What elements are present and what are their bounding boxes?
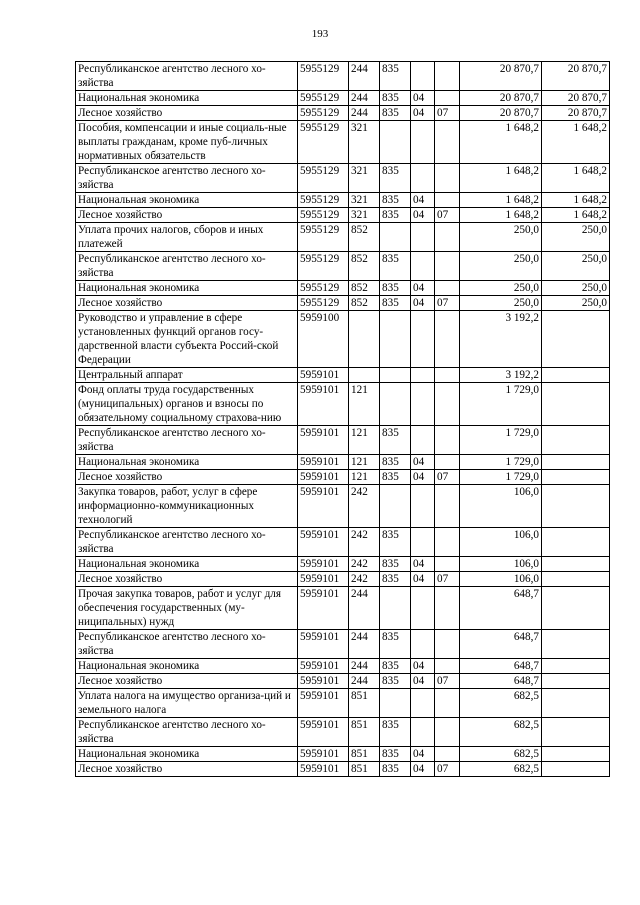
row-name-cell: Лесное хозяйство: [76, 106, 298, 121]
amount-1-cell: 682,5: [460, 718, 542, 747]
subsection-cell: [435, 121, 460, 164]
target-article-cell: 5955129: [298, 193, 349, 208]
expense-type-cell: 321: [349, 208, 380, 223]
section-cell: [411, 426, 435, 455]
department-cell: 835: [380, 659, 411, 674]
section-cell: [411, 311, 435, 368]
table-row: [76, 587, 610, 630]
amount-2-cell: [542, 747, 610, 762]
amount-2-cell: 1 648,2: [542, 164, 610, 193]
subsection-cell: 07: [435, 296, 460, 311]
row-name-cell: Фонд оплаты труда государственных (муниципальных) органов и взносы по обязательному социальному страхова-нию: [76, 383, 298, 426]
subsection-cell: [435, 485, 460, 528]
expense-type-cell: 244: [349, 674, 380, 689]
target-article-cell: 5955129: [298, 281, 349, 296]
amount-1-cell: 1 648,2: [460, 193, 542, 208]
expense-type-cell: 851: [349, 689, 380, 718]
table-row: [76, 311, 610, 368]
department-cell: [380, 485, 411, 528]
amount-1-cell: 106,0: [460, 528, 542, 557]
department-cell: 835: [380, 630, 411, 659]
amount-2-cell: [542, 674, 610, 689]
department-cell: [380, 689, 411, 718]
expense-type-cell: 121: [349, 426, 380, 455]
table-row: [76, 281, 610, 296]
table-row: [76, 368, 610, 383]
row-name-cell: Национальная экономика: [76, 455, 298, 470]
department-cell: [380, 368, 411, 383]
amount-2-cell: [542, 383, 610, 426]
section-cell: 04: [411, 747, 435, 762]
amount-2-cell: [542, 311, 610, 368]
subsection-cell: 07: [435, 208, 460, 223]
amount-1-cell: 3 192,2: [460, 311, 542, 368]
section-cell: 04: [411, 296, 435, 311]
subsection-cell: [435, 91, 460, 106]
amount-2-cell: [542, 659, 610, 674]
department-cell: 835: [380, 572, 411, 587]
table-row: [76, 572, 610, 587]
table-row: [76, 383, 610, 426]
row-name-cell: Республиканское агентство лесного хо-зяйства: [76, 426, 298, 455]
department-cell: 835: [380, 252, 411, 281]
row-name-cell: Национальная экономика: [76, 747, 298, 762]
amount-2-cell: [542, 557, 610, 572]
subsection-cell: [435, 426, 460, 455]
row-name-cell: Республиканское агентство лесного хо-зяйства: [76, 252, 298, 281]
target-article-cell: 5959101: [298, 572, 349, 587]
amount-2-cell: [542, 718, 610, 747]
section-cell: [411, 223, 435, 252]
department-cell: [380, 121, 411, 164]
amount-1-cell: 3 192,2: [460, 368, 542, 383]
section-cell: 04: [411, 193, 435, 208]
target-article-cell: 5959101: [298, 747, 349, 762]
subsection-cell: [435, 630, 460, 659]
table-row: [76, 296, 610, 311]
subsection-cell: [435, 193, 460, 208]
row-name-cell: Национальная экономика: [76, 557, 298, 572]
amount-2-cell: 1 648,2: [542, 193, 610, 208]
table-row: [76, 208, 610, 223]
department-cell: 835: [380, 747, 411, 762]
row-name-cell: Лесное хозяйство: [76, 470, 298, 485]
subsection-cell: [435, 659, 460, 674]
target-article-cell: 5959101: [298, 368, 349, 383]
section-cell: 04: [411, 572, 435, 587]
subsection-cell: [435, 528, 460, 557]
section-cell: 04: [411, 557, 435, 572]
subsection-cell: 07: [435, 106, 460, 121]
expense-type-cell: 851: [349, 762, 380, 777]
amount-1-cell: 682,5: [460, 762, 542, 777]
row-name-cell: Национальная экономика: [76, 91, 298, 106]
expense-type-cell: 121: [349, 455, 380, 470]
amount-1-cell: 250,0: [460, 252, 542, 281]
department-cell: 835: [380, 193, 411, 208]
table-row: [76, 528, 610, 557]
amount-2-cell: 20 870,7: [542, 91, 610, 106]
row-name-cell: Республиканское агентство лесного хо-зяйства: [76, 164, 298, 193]
amount-2-cell: 250,0: [542, 281, 610, 296]
section-cell: [411, 383, 435, 426]
amount-1-cell: 1 648,2: [460, 121, 542, 164]
amount-2-cell: [542, 368, 610, 383]
row-name-cell: Уплата прочих налогов, сборов и иных платежей: [76, 223, 298, 252]
amount-1-cell: 250,0: [460, 296, 542, 311]
row-name-cell: Лесное хозяйство: [76, 762, 298, 777]
expense-type-cell: 244: [349, 91, 380, 106]
budget-table-body: [76, 62, 610, 777]
section-cell: [411, 718, 435, 747]
section-cell: 04: [411, 208, 435, 223]
amount-2-cell: [542, 572, 610, 587]
amount-1-cell: 682,5: [460, 747, 542, 762]
expense-type-cell: 244: [349, 106, 380, 121]
row-name-cell: Руководство и управление в сфере установленных функций органов госу-дарственной власти субъекта Россий-ской Федерации: [76, 311, 298, 368]
department-cell: 835: [380, 296, 411, 311]
expense-type-cell: 244: [349, 659, 380, 674]
expense-type-cell: 851: [349, 718, 380, 747]
page-number: 193: [311, 28, 329, 40]
table-row: [76, 106, 610, 121]
expense-type-cell: [349, 311, 380, 368]
section-cell: [411, 62, 435, 91]
amount-1-cell: 1 729,0: [460, 470, 542, 485]
row-name-cell: Лесное хозяйство: [76, 296, 298, 311]
amount-1-cell: 648,7: [460, 630, 542, 659]
department-cell: 835: [380, 557, 411, 572]
table-row: [76, 62, 610, 91]
target-article-cell: 5955129: [298, 121, 349, 164]
target-article-cell: 5959101: [298, 630, 349, 659]
amount-2-cell: 250,0: [542, 223, 610, 252]
amount-2-cell: [542, 689, 610, 718]
expense-type-cell: 121: [349, 470, 380, 485]
amount-2-cell: [542, 470, 610, 485]
section-cell: [411, 689, 435, 718]
section-cell: 04: [411, 281, 435, 296]
expense-type-cell: 321: [349, 121, 380, 164]
table-row: [76, 252, 610, 281]
section-cell: 04: [411, 455, 435, 470]
table-row: [76, 455, 610, 470]
amount-1-cell: 648,7: [460, 674, 542, 689]
target-article-cell: 5955129: [298, 164, 349, 193]
section-cell: 04: [411, 674, 435, 689]
section-cell: [411, 121, 435, 164]
expense-type-cell: 244: [349, 62, 380, 91]
section-cell: [411, 164, 435, 193]
target-article-cell: 5959100: [298, 311, 349, 368]
target-article-cell: 5959101: [298, 587, 349, 630]
expense-type-cell: 244: [349, 630, 380, 659]
amount-1-cell: 106,0: [460, 485, 542, 528]
subsection-cell: [435, 311, 460, 368]
subsection-cell: [435, 718, 460, 747]
section-cell: 04: [411, 470, 435, 485]
row-name-cell: Национальная экономика: [76, 281, 298, 296]
amount-1-cell: 250,0: [460, 223, 542, 252]
section-cell: [411, 587, 435, 630]
expense-type-cell: 242: [349, 485, 380, 528]
amount-1-cell: 20 870,7: [460, 106, 542, 121]
table-row: [76, 674, 610, 689]
department-cell: 835: [380, 762, 411, 777]
section-cell: [411, 252, 435, 281]
row-name-cell: Лесное хозяйство: [76, 208, 298, 223]
subsection-cell: 07: [435, 674, 460, 689]
amount-1-cell: 20 870,7: [460, 91, 542, 106]
subsection-cell: [435, 62, 460, 91]
target-article-cell: 5959101: [298, 485, 349, 528]
expense-type-cell: 852: [349, 252, 380, 281]
department-cell: 835: [380, 528, 411, 557]
expense-type-cell: 242: [349, 572, 380, 587]
subsection-cell: [435, 557, 460, 572]
amount-1-cell: 1 648,2: [460, 164, 542, 193]
expense-type-cell: 852: [349, 223, 380, 252]
amount-1-cell: 1 729,0: [460, 455, 542, 470]
department-cell: 835: [380, 91, 411, 106]
amount-1-cell: 106,0: [460, 557, 542, 572]
section-cell: 04: [411, 106, 435, 121]
subsection-cell: [435, 252, 460, 281]
department-cell: [380, 383, 411, 426]
amount-1-cell: 1 729,0: [460, 383, 542, 426]
expense-type-cell: [349, 368, 380, 383]
table-row: [76, 426, 610, 455]
subsection-cell: [435, 747, 460, 762]
department-cell: [380, 587, 411, 630]
target-article-cell: 5959101: [298, 659, 349, 674]
row-name-cell: Республиканское агентство лесного хо-зяйства: [76, 718, 298, 747]
table-row: [76, 659, 610, 674]
table-row: [76, 485, 610, 528]
section-cell: [411, 368, 435, 383]
table-row: [76, 762, 610, 777]
expense-type-cell: 852: [349, 281, 380, 296]
subsection-cell: 07: [435, 470, 460, 485]
row-name-cell: Лесное хозяйство: [76, 674, 298, 689]
section-cell: [411, 630, 435, 659]
row-name-cell: Национальная экономика: [76, 659, 298, 674]
department-cell: 835: [380, 455, 411, 470]
subsection-cell: [435, 455, 460, 470]
row-name-cell: Республиканское агентство лесного хо-зяйства: [76, 62, 298, 91]
department-cell: 835: [380, 62, 411, 91]
amount-1-cell: 106,0: [460, 572, 542, 587]
amount-2-cell: [542, 587, 610, 630]
expense-type-cell: 242: [349, 557, 380, 572]
target-article-cell: 5955129: [298, 91, 349, 106]
table-row: [76, 747, 610, 762]
table-row: [76, 718, 610, 747]
target-article-cell: 5959101: [298, 426, 349, 455]
row-name-cell: Национальная экономика: [76, 193, 298, 208]
section-cell: [411, 485, 435, 528]
amount-2-cell: 250,0: [542, 296, 610, 311]
table-row: [76, 630, 610, 659]
target-article-cell: 5955129: [298, 296, 349, 311]
row-name-cell: Прочая закупка товаров, работ и услуг для обеспечения государственных (му-ниципальных) нужд: [76, 587, 298, 630]
amount-1-cell: 20 870,7: [460, 62, 542, 91]
table-row: [76, 470, 610, 485]
expense-type-cell: 242: [349, 528, 380, 557]
section-cell: 04: [411, 91, 435, 106]
subsection-cell: 07: [435, 572, 460, 587]
expense-type-cell: 852: [349, 296, 380, 311]
amount-2-cell: [542, 455, 610, 470]
expense-type-cell: 851: [349, 747, 380, 762]
table-row: [76, 91, 610, 106]
amount-2-cell: [542, 426, 610, 455]
amount-2-cell: 20 870,7: [542, 62, 610, 91]
subsection-cell: [435, 587, 460, 630]
department-cell: [380, 311, 411, 368]
department-cell: 835: [380, 426, 411, 455]
expense-type-cell: 121: [349, 383, 380, 426]
department-cell: 835: [380, 718, 411, 747]
target-article-cell: 5959101: [298, 557, 349, 572]
section-cell: [411, 528, 435, 557]
amount-1-cell: 648,7: [460, 587, 542, 630]
department-cell: 835: [380, 208, 411, 223]
row-name-cell: Лесное хозяйство: [76, 572, 298, 587]
department-cell: [380, 223, 411, 252]
subsection-cell: [435, 689, 460, 718]
row-name-cell: Пособия, компенсации и иные социаль-ные выплаты гражданам, кроме пуб-личных нормативных обязательств: [76, 121, 298, 164]
row-name-cell: Центральный аппарат: [76, 368, 298, 383]
target-article-cell: 5959101: [298, 528, 349, 557]
section-cell: 04: [411, 659, 435, 674]
expense-type-cell: 321: [349, 193, 380, 208]
subsection-cell: [435, 383, 460, 426]
amount-2-cell: [542, 485, 610, 528]
row-name-cell: Закупка товаров, работ, услуг в сфере информационно-коммуникационных технологий: [76, 485, 298, 528]
row-name-cell: Уплата налога на имущество организа-ций и земельного налога: [76, 689, 298, 718]
amount-1-cell: 250,0: [460, 281, 542, 296]
target-article-cell: 5955129: [298, 62, 349, 91]
section-cell: 04: [411, 762, 435, 777]
table-row: [76, 689, 610, 718]
amount-2-cell: 250,0: [542, 252, 610, 281]
target-article-cell: 5959101: [298, 762, 349, 777]
department-cell: 835: [380, 106, 411, 121]
table-row: [76, 121, 610, 164]
amount-2-cell: 1 648,2: [542, 121, 610, 164]
subsection-cell: 07: [435, 762, 460, 777]
row-name-cell: Республиканское агентство лесного хо-зяйства: [76, 630, 298, 659]
expense-type-cell: 244: [349, 587, 380, 630]
amount-2-cell: 1 648,2: [542, 208, 610, 223]
budget-table: [75, 61, 610, 777]
target-article-cell: 5959101: [298, 455, 349, 470]
subsection-cell: [435, 223, 460, 252]
table-row: [76, 223, 610, 252]
target-article-cell: 5959101: [298, 718, 349, 747]
amount-1-cell: 648,7: [460, 659, 542, 674]
amount-1-cell: 1 648,2: [460, 208, 542, 223]
table-row: [76, 557, 610, 572]
target-article-cell: 5955129: [298, 106, 349, 121]
target-article-cell: 5959101: [298, 383, 349, 426]
amount-2-cell: 20 870,7: [542, 106, 610, 121]
target-article-cell: 5959101: [298, 674, 349, 689]
department-cell: 835: [380, 674, 411, 689]
expense-type-cell: 321: [349, 164, 380, 193]
table-row: [76, 193, 610, 208]
subsection-cell: [435, 281, 460, 296]
target-article-cell: 5959101: [298, 689, 349, 718]
target-article-cell: 5955129: [298, 223, 349, 252]
target-article-cell: 5959101: [298, 470, 349, 485]
department-cell: 835: [380, 470, 411, 485]
target-article-cell: 5955129: [298, 208, 349, 223]
amount-2-cell: [542, 762, 610, 777]
amount-2-cell: [542, 528, 610, 557]
subsection-cell: [435, 368, 460, 383]
target-article-cell: 5955129: [298, 252, 349, 281]
department-cell: 835: [380, 164, 411, 193]
amount-2-cell: [542, 630, 610, 659]
subsection-cell: [435, 164, 460, 193]
row-name-cell: Республиканское агентство лесного хо-зяйства: [76, 528, 298, 557]
table-row: [76, 164, 610, 193]
department-cell: 835: [380, 281, 411, 296]
amount-1-cell: 682,5: [460, 689, 542, 718]
amount-1-cell: 1 729,0: [460, 426, 542, 455]
